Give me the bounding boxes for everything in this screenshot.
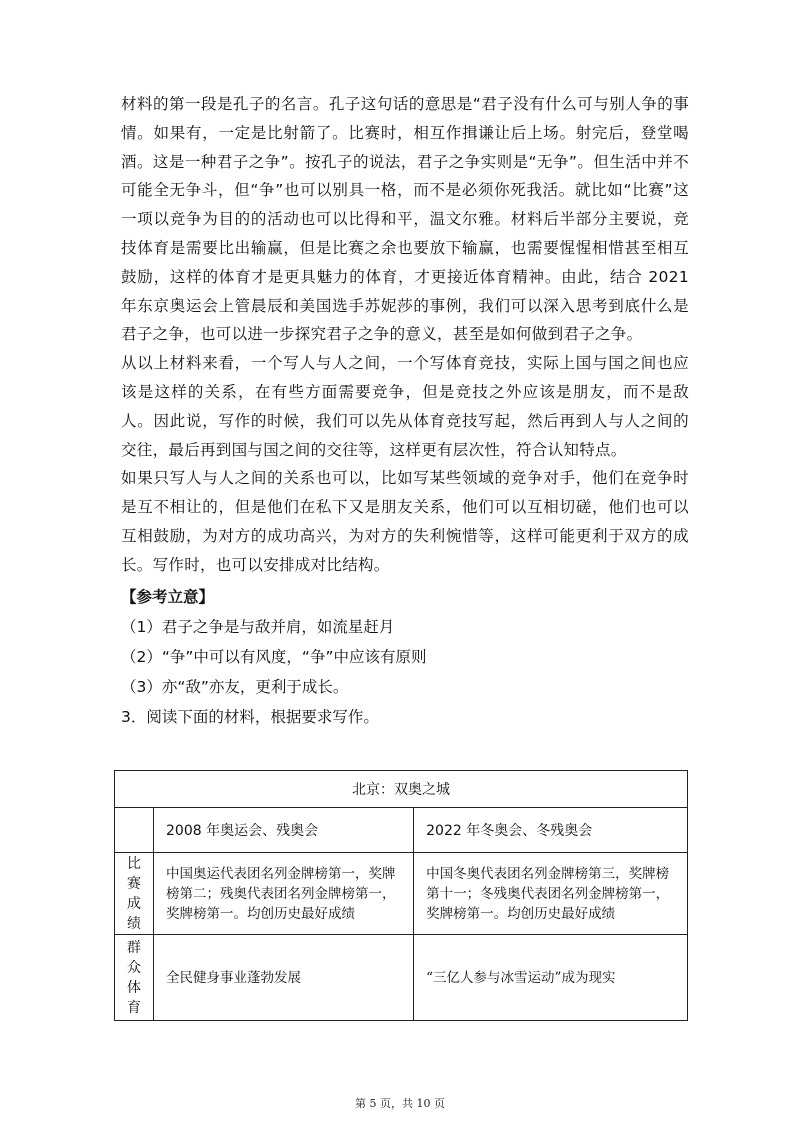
table-row: [115, 935, 688, 1021]
table-title: 北京：双奥之城: [115, 771, 688, 808]
column-header-2008: 2008 年奥运会、残奥会: [154, 808, 414, 853]
table-corner-cell: [115, 808, 154, 853]
row-label-mass-sports: 群众体育: [127, 939, 141, 1016]
row-label-competition: 比赛成绩: [127, 855, 141, 932]
question-3: 3．阅读下面的材料，根据要求写作。: [121, 707, 379, 726]
reference-point-1: （1）君子之争是与敌并肩，如流星赶月: [121, 617, 395, 636]
paragraph-analysis: 材料的第一段是孔子的名言。孔子这句话的意思是“君子没有什么可与别人争的事情。如果有，一定是比射箭了。比赛时，相互作揖谦让后上场。射完后，登堂喝酒。这是一种君子之争”。按孔子的说法，君子之争实则是“无争”。但生活中并不可能全无争斗，但“争”也可以别具一格，而不是必须你死我活。就比如“比赛”这一项以竞争为目的的活动也可以比得和平，温文尔雅。材料后半部分主要说，竞技体育是需要比出输赢，但是比赛之余也要放下输赢，也需要惺惺相惜甚至相互鼓励，这样的体育才是更具魅力的体育，才更接近体育精神。由此，结合 2021 年东京奥运会上管晨辰和美国选手苏妮莎的事例，我们可以深入思考到底什么是君子之争，也可以进一步探究君子之争的意义，甚至是如何做到君子之争。: [121, 95, 689, 344]
table-row: [115, 853, 688, 935]
reference-point-2: （2）“争”中可以有风度，“争”中应该有原则: [121, 647, 427, 666]
cell-2022-mass-sports: “三亿人参与冰雪运动”成为现实: [414, 935, 688, 1021]
row-label-cell: [115, 853, 154, 935]
paragraph-alternative: 如果只写人与人之间的关系也可以，比如写某些领域的竞争对手，他们在竞争时是互不相让的，但是他们在私下又是朋友关系，他们可以互相切磋，他们也可以互相鼓励，为对方的成功高兴，为对方的失利惋惜等，这样可能更利于双方的成长。写作时，也可以安排成对比结构。: [121, 469, 689, 574]
cell-2022-competition: 中国冬奥代表团名列金牌榜第三，奖牌榜第十一；冬残奥代表团名列金牌榜第一，奖牌榜第一。均创历史最好成绩: [414, 853, 688, 935]
row-label-cell: [115, 935, 154, 1021]
cell-2008-mass-sports: 全民健身事业蓬勃发展: [154, 935, 414, 1021]
cell-2008-competition: 中国奥运代表团名列金牌榜第一，奖牌榜第二；残奥代表团名列金牌榜第一，奖牌榜第一。均创历史最好成绩: [154, 853, 414, 935]
reference-point-3: （3）亦“敌”亦友，更利于成长。: [121, 677, 349, 696]
reference-heading: 【参考立意】: [121, 587, 215, 606]
paragraph-structure: 从以上材料来看，一个写人与人之间，一个写体育竞技，实际上国与国之间也应该是这样的关系，在有些方面需要竞争，但是竞技之外应该是朋友，而不是敌人。因此说，写作的时候，我们可以先从体育竞技写起，然后再到人与人之间的交往，最后再到国与国之间的交往等，这样更有层次性，符合认知特点。: [121, 354, 689, 459]
column-header-2022: 2022 年冬奥会、冬残奥会: [414, 808, 688, 853]
page-footer: 第 5 页，共 10 页: [355, 1097, 445, 1110]
body-text: [121, 90, 689, 732]
material-table: [114, 770, 688, 1021]
